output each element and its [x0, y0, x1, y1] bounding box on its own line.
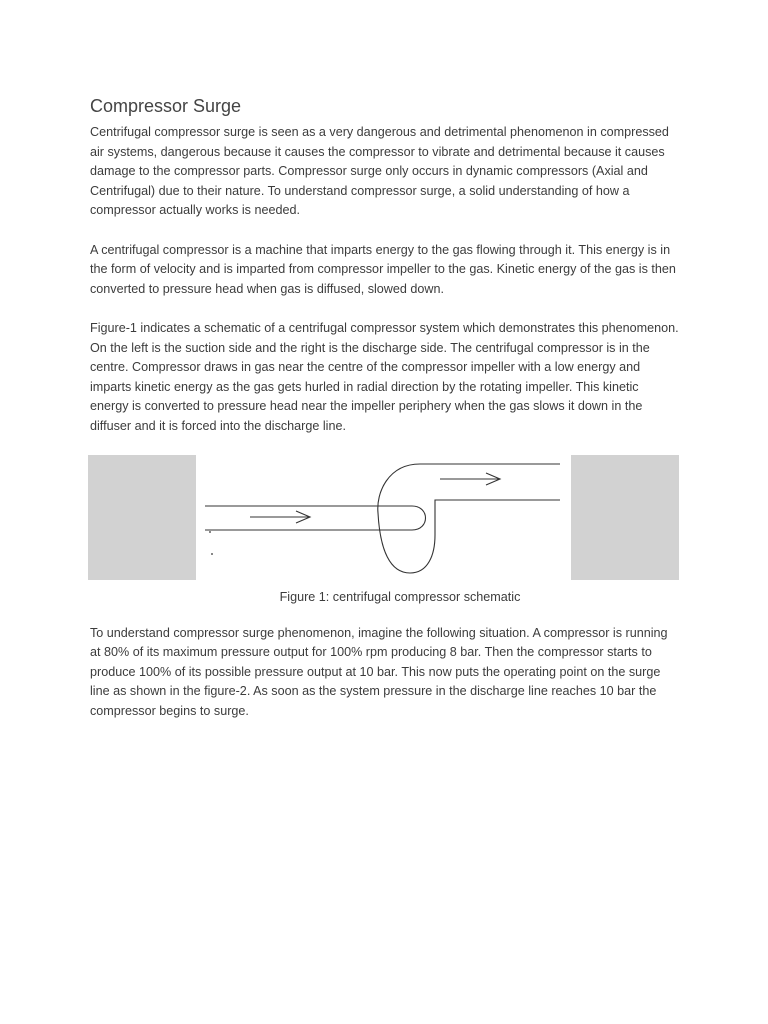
compressor-volute [378, 464, 560, 573]
suction-pipe [205, 506, 426, 530]
paragraph-figure-description: Figure-1 indicates a schematic of a centrifugal compressor system which demonstrates this phenomenon. On the left is the suction side and the right is the discharge side. The centrifugal compressor is in the centre. Compressor draws in gas near the centre of the compressor impeller with a low energy and imparts kinetic energy as the gas gets hurled in radial direction by the rotating impeller. This kinetic energy is converted to pressure head near the impeller periphery when the gas slows it down in the diffuser and it is forced into the discharge line. [90, 320, 679, 433]
paragraph-intro: Centrifugal compressor surge is seen as a very dangerous and detrimental phenomenon in compressed air systems, dangerous because it causes the compressor to vibrate and detrimental because it causes damage to the compressor parts. Compressor surge only occurs in dynamic compressors (Axial and Centrifugal) due to their nature. To understand compressor surge, a solid understanding of how a compressor actually works is needed. [90, 125, 669, 218]
figure-compressor-schematic [90, 455, 680, 580]
page-title: Compressor Surge [90, 96, 242, 116]
suction-flow-arrow [250, 511, 310, 523]
document-page [90, 94, 680, 721]
speck-dot [209, 531, 211, 533]
paragraph-surge-scenario: To understand compressor surge phenomenon, imagine the following situation. A compressor is running at 80% of its maximum pressure output for 100% rpm producing 8 bar. Then the compressor starts to produce 100% of its possible pressure output at 10 bar. This now puts the operating point on the surge line as shown in the figure-2. As soon as the system pressure in the discharge line reaches 10 bar the compressor begins to surge. [90, 625, 668, 718]
figure-caption: Figure 1: centrifugal compressor schematic [279, 589, 521, 604]
speck-dot [211, 553, 213, 555]
compressor-schematic-diagram [90, 455, 680, 580]
discharge-flow-arrow [440, 473, 500, 485]
paragraph-compressor-definition: A centrifugal compressor is a machine that imparts energy to the gas flowing through it. This energy is in the form of velocity and is imparted from compressor impeller to the gas. Kinetic energy of the gas is then converted to pressure head when gas is diffused, slowed down. [90, 242, 676, 296]
